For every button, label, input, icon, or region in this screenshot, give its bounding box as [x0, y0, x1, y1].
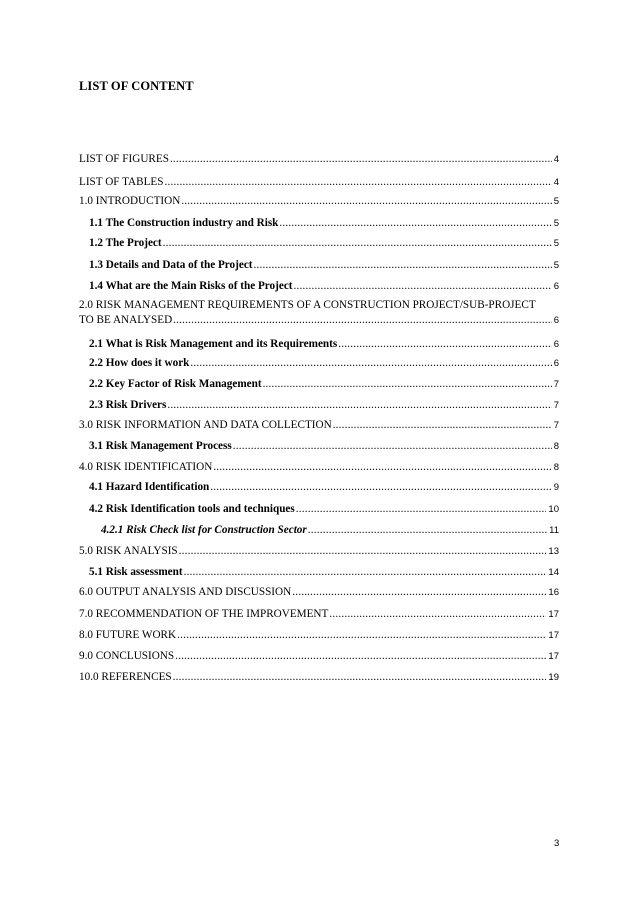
leader-dots: [175, 649, 546, 664]
toc-entry[interactable]: [89, 337, 559, 352]
toc-entry-label: 1.1 The Construction industry and Risk: [89, 217, 279, 229]
toc-entry-label: 1.0 INTRODUCTION: [79, 195, 181, 207]
leader-dots: [163, 236, 552, 251]
toc-entry[interactable]: [89, 236, 559, 251]
leader-dots: [181, 194, 551, 209]
toc-entry-label: 1.2 The Project: [89, 237, 162, 249]
toc-entry[interactable]: [79, 460, 559, 475]
leader-dots: [296, 502, 547, 517]
page-number: 3: [554, 838, 560, 849]
toc-entry-label: 3.0 RISK INFORMATION AND DATA COLLECTION: [79, 419, 332, 431]
toc-entry-label: 5.1 Risk assessment: [89, 566, 183, 578]
toc-entry-page: 4: [553, 154, 559, 165]
leader-dots: [177, 628, 546, 643]
toc-entry-label: 6.0 OUTPUT ANALYSIS AND DISCUSSION: [79, 586, 292, 598]
toc-entry-label: 1.4 What are the Main Risks of the Project: [89, 280, 293, 292]
toc-entry[interactable]: [89, 356, 559, 371]
toc-entry[interactable]: [79, 175, 559, 190]
toc-entry-label: 2.1 What is Risk Management and its Requirements: [89, 338, 338, 350]
leader-dots: [294, 279, 552, 294]
toc-entry[interactable]: [79, 544, 559, 559]
toc-entry-label: 7.0 RECOMMENDATION OF THE IMPROVEMENT: [79, 608, 329, 620]
toc-entry-page: 7: [553, 400, 559, 411]
toc-entry[interactable]: [79, 607, 559, 622]
toc-entry-label: 2.3 Risk Drivers: [89, 399, 167, 411]
toc-entry-page: 11: [549, 525, 559, 536]
toc-entry-page: 8: [553, 441, 559, 452]
page-title: LIST OF CONTENT: [79, 79, 194, 93]
toc-entry-label: 5.0 RISK ANALYSIS: [79, 545, 178, 557]
toc-entry[interactable]: [89, 502, 559, 517]
toc-entry-page: 10: [548, 504, 559, 515]
leader-dots: [213, 460, 551, 475]
toc-entry-label: 1.3 Details and Data of the Project: [89, 259, 253, 271]
toc-entry-page: 7: [553, 379, 559, 390]
toc-entry[interactable]: [79, 418, 559, 433]
toc-entry-label: 2.2 How does it work: [89, 357, 190, 369]
toc-entry[interactable]: [89, 216, 559, 231]
toc-entry-page: 14: [548, 567, 559, 578]
toc-entry[interactable]: [79, 649, 559, 664]
toc-entry[interactable]: [79, 585, 559, 600]
toc-entry-label: 8.0 FUTURE WORK: [79, 629, 177, 641]
toc-entry-page: 8: [553, 462, 559, 473]
toc-entry-page: 17: [548, 630, 559, 641]
toc-entry-page: 9: [553, 482, 559, 493]
leader-dots: [338, 337, 551, 352]
toc-entry[interactable]: [89, 279, 559, 294]
toc-entry-label: 4.1 Hazard Identification: [89, 481, 210, 493]
leader-dots: [167, 398, 551, 413]
toc-entry-label: 3.1 Risk Management Process: [89, 440, 232, 452]
toc-entry-page: 5: [553, 260, 559, 271]
toc-entry[interactable]: [79, 670, 559, 685]
leader-dots: [184, 565, 547, 580]
leader-dots: [164, 175, 551, 190]
toc-entry[interactable]: [79, 298, 559, 328]
toc-entry[interactable]: [89, 439, 559, 454]
toc-entry-label-continued: TO BE ANALYSED: [79, 314, 173, 326]
toc-entry-page: 16: [548, 587, 559, 598]
leader-dots: [190, 356, 551, 371]
toc-entry-page: 5: [553, 196, 559, 207]
leader-dots: [233, 439, 552, 454]
toc-entry-page: 19: [548, 672, 559, 683]
toc-entry-label: 4.2 Risk Identification tools and techniques: [89, 503, 295, 515]
leader-dots: [210, 480, 551, 495]
toc-entry-page: 6: [553, 315, 559, 326]
toc-entry[interactable]: [89, 377, 559, 392]
toc-entry-page: 4: [553, 177, 559, 188]
leader-dots: [308, 523, 547, 538]
toc-entry[interactable]: [79, 194, 559, 209]
toc-entry-page: 5: [553, 218, 559, 229]
toc-entry[interactable]: [89, 480, 559, 495]
toc-entry-label: 2.0 RISK MANAGEMENT REQUIREMENTS OF A CONSTRUCTION PROJECT/SUB-PROJECT: [79, 299, 536, 311]
leader-dots: [333, 418, 552, 433]
toc-entry-page: 5: [553, 238, 559, 249]
leader-dots: [329, 607, 546, 622]
toc-entry-page: 13: [548, 546, 559, 557]
toc-entry-page: 6: [553, 339, 559, 350]
toc-entry[interactable]: [89, 398, 559, 413]
toc-entry-page: 7: [553, 420, 559, 431]
leader-dots: [292, 585, 546, 600]
leader-dots: [263, 377, 552, 392]
toc-entry-label: 10.0 REFERENCES: [79, 671, 172, 683]
toc-entry-label: 9.0 CONCLUSIONS: [79, 650, 175, 662]
toc-entry-page: 6: [553, 358, 559, 369]
leader-dots: [179, 544, 547, 559]
toc-entry[interactable]: [89, 258, 559, 273]
toc-entry-label: LIST OF FIGURES: [79, 153, 169, 165]
toc-entry-page: 6: [553, 281, 559, 292]
leader-dots: [254, 258, 552, 273]
toc-entry[interactable]: [89, 565, 559, 580]
toc-entry[interactable]: [79, 152, 559, 167]
leader-dots: [173, 670, 547, 685]
toc-entry[interactable]: [101, 523, 559, 538]
toc-entry[interactable]: [79, 628, 559, 643]
toc-entry-label: 4.2.1 Risk Check list for Construction Sector: [101, 524, 307, 536]
toc-entry-label: 2.2 Key Factor of Risk Management: [89, 378, 262, 390]
toc-entry-page: 17: [548, 609, 559, 620]
toc-entry-page: 17: [548, 651, 559, 662]
leader-dots: [170, 152, 552, 167]
toc-entry-label: LIST OF TABLES: [79, 176, 164, 188]
leader-dots: [279, 216, 551, 231]
leader-dots: [173, 313, 552, 328]
toc-entry-label: 4.0 RISK IDENTIFICATION: [79, 461, 213, 473]
